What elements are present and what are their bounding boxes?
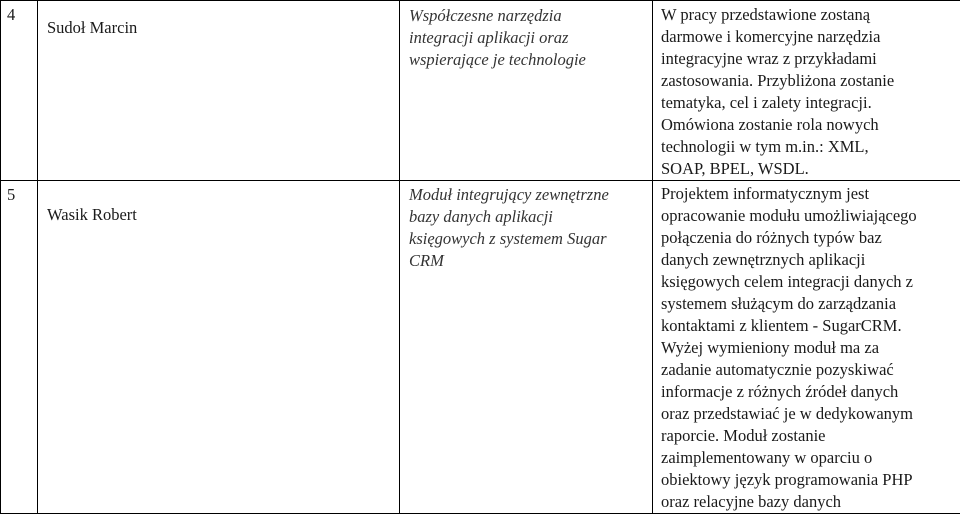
description-cell	[653, 181, 960, 514]
table-row	[1, 1, 960, 181]
author-cell	[38, 1, 400, 181]
row-number: 5	[7, 181, 37, 206]
row-number-cell	[1, 181, 38, 514]
table-row	[1, 181, 960, 514]
title-cell	[400, 181, 653, 514]
author-cell	[38, 181, 400, 514]
row-number: 4	[7, 1, 37, 26]
row-number-cell	[1, 1, 38, 181]
author-name: Wasik Robert	[47, 181, 399, 226]
author-name: Sudoł Marcin	[47, 1, 399, 39]
thesis-description: Projektem informatycznym jest opracowanie modułu umożliwiającego połączenia do różnych typów baz danych zewnętrznych aplikacji księgowych celem integracji danych z systemem służącym do zarządzania kontaktami z klientem - SugarCRM. Wyżej wymieniony moduł ma za zadanie automatycznie pozyskiwać informacje z różnych źródeł danych oraz przedstawiać je w dedykowanym raporcie. Moduł zostanie zaimplementowany w oparciu o obiektowy język programowania PHP oraz relacyjne bazy danych	[661, 181, 959, 513]
thesis-title: Współczesne narzędzia integracji aplikacji oraz wspierające je technologie	[409, 1, 652, 71]
title-cell	[400, 1, 653, 181]
description-cell	[653, 1, 960, 181]
thesis-title: Moduł integrujący zewnętrzne bazy danych aplikacji księgowych z systemem Sugar CRM	[409, 181, 652, 272]
thesis-description: W pracy przedstawione zostaną darmowe i komercyjne narzędzia integracyjne wraz z przykładami zastosowania. Przybliżona zostanie tematyka, cel i zalety integracji. Omówiona zostanie rola nowych technologii w tym m.in.: XML, SOAP, BPEL, WSDL.	[661, 1, 959, 180]
